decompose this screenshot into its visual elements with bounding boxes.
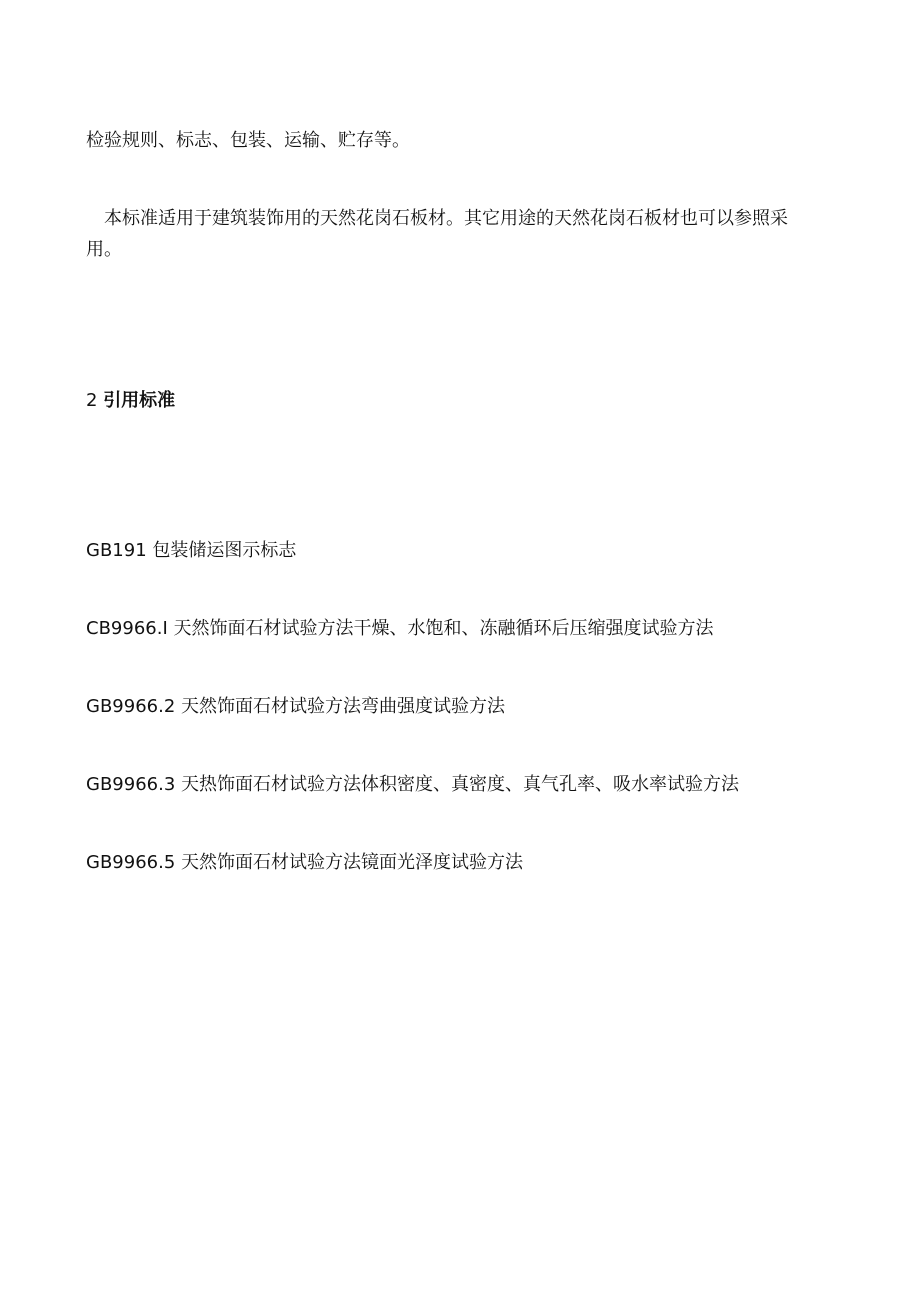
reference-item-gb191: GB191 包装储运图示标志: [86, 540, 297, 561]
reference-item-gb9966-2: GB9966.2 天然饰面石材试验方法弯曲强度试验方法: [86, 696, 505, 717]
section-number: 2: [86, 390, 98, 411]
intro-line: 检验规则、标志、包装、运输、贮存等。: [86, 130, 410, 151]
reference-item-gb9966-3: GB9966.3 天热饰面石材试验方法体积密度、真密度、真气孔率、吸水率试验方法: [86, 774, 739, 795]
section-heading: [86, 385, 175, 416]
reference-item-gb9966-5: GB9966.5 天然饰面石材试验方法镜面光泽度试验方法: [86, 852, 523, 873]
section-title: 引用标准: [103, 390, 176, 411]
reference-item-gb9966-1: CB9966.I 天然饰面石材试验方法干燥、水饱和、冻融循环后压缩强度试验方法: [86, 618, 714, 639]
scope-paragraph: 本标准适用于建筑装饰用的天然花岗石板材。其它用途的天然花岗石板材也可以参照采用。: [86, 208, 788, 260]
